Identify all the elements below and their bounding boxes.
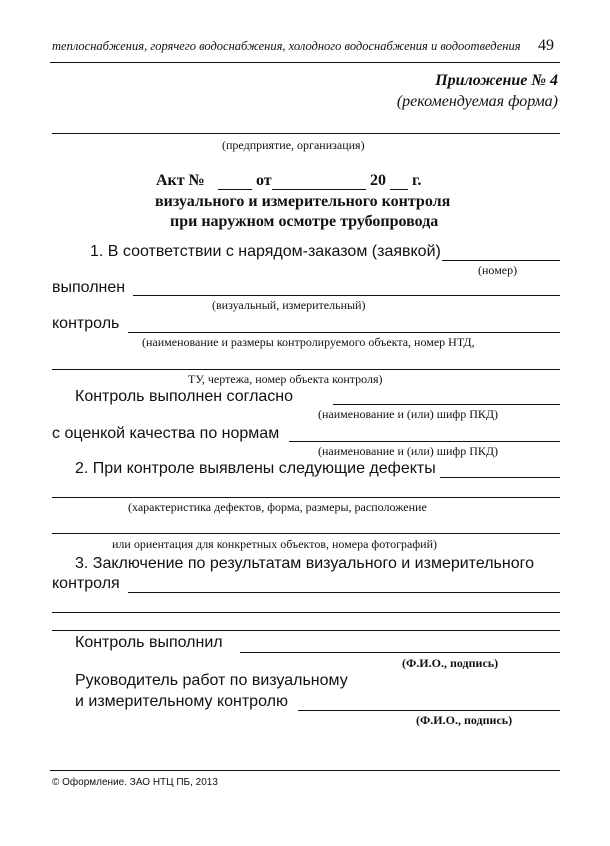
conclusion-line-3 [52,630,560,631]
defects-caption-1: (характеристика дефектов, форма, размеры, расположение [128,500,427,514]
defects-line-3 [52,533,560,534]
order-number-line [442,260,560,261]
section3-text-2: контроля [52,575,120,592]
head-caption: (Ф.И.О., подпись) [416,713,513,727]
appendix-subtitle: (рекомендуемая форма) [396,93,558,110]
defects-caption-2: или ориентация для конкретных объектов, номера фотографий) [112,537,437,551]
control-line [128,332,560,333]
quality-label: с оценкой качества по нормам [52,425,280,442]
footer-divider [50,770,560,771]
according-label: Контроль выполнен согласно [75,388,294,405]
section1-text: 1. В соответствии с нарядом-заказом (заявкой) [90,243,441,260]
org-caption: (предприятие, организация) [222,138,365,152]
act-date-line [272,189,366,190]
performed-line [240,652,560,653]
done-line [133,295,560,296]
act-title-line3: при наружном осмотре трубопровода [170,213,439,230]
control-label: контроль [52,315,120,332]
conclusion-line-1 [128,592,560,593]
act-number-line [218,189,252,190]
according-line [333,404,560,405]
control-line-2 [52,369,560,370]
defects-line-2 [52,497,560,498]
running-header: теплоснабжения, горячего водоснабжения, холодного водоснабжения и водоотведения [52,39,521,53]
head-line [298,710,560,711]
performed-label: Контроль выполнил [75,634,223,651]
act-title-line2: визуального и измерительного контроля [155,193,451,210]
act-from: от [256,172,272,189]
done-caption: (визуальный, измерительный) [212,298,366,312]
act-year-end: г. [412,172,422,189]
footer-copyright: © Оформление. ЗАО НТЦ ПБ, 2013 [52,777,218,788]
order-number-caption: (номер) [478,263,518,277]
head-label-1: Руководитель работ по визуальному [75,672,348,689]
according-caption: (наименование и (или) шифр ПКД) [318,407,499,421]
section2-text: 2. При контроле выявлены следующие дефекты [75,460,436,477]
conclusion-line-2 [52,612,560,613]
section3-text: 3. Заключение по результатам визуального и измерительного [75,555,534,572]
defects-line-1 [440,477,560,478]
performed-caption: (Ф.И.О., подпись) [402,656,499,670]
act-year-start: 20 [370,172,386,189]
control-caption-2: ТУ, чертежа, номер объекта контроля) [188,372,383,386]
head-label-2: и измерительному контролю [75,693,288,710]
done-label: выполнен [52,279,126,296]
appendix-title: Приложение № 4 [435,72,558,89]
quality-line [289,441,560,442]
act-prefix: Акт № [156,172,205,189]
header-divider [50,62,560,63]
control-caption: (наименование и размеры контролируемого объекта, номер НТД, [142,335,475,349]
page-number: 49 [538,37,554,54]
org-line [52,133,560,134]
quality-caption: (наименование и (или) шифр ПКД) [318,444,499,458]
act-year-line [390,189,408,190]
